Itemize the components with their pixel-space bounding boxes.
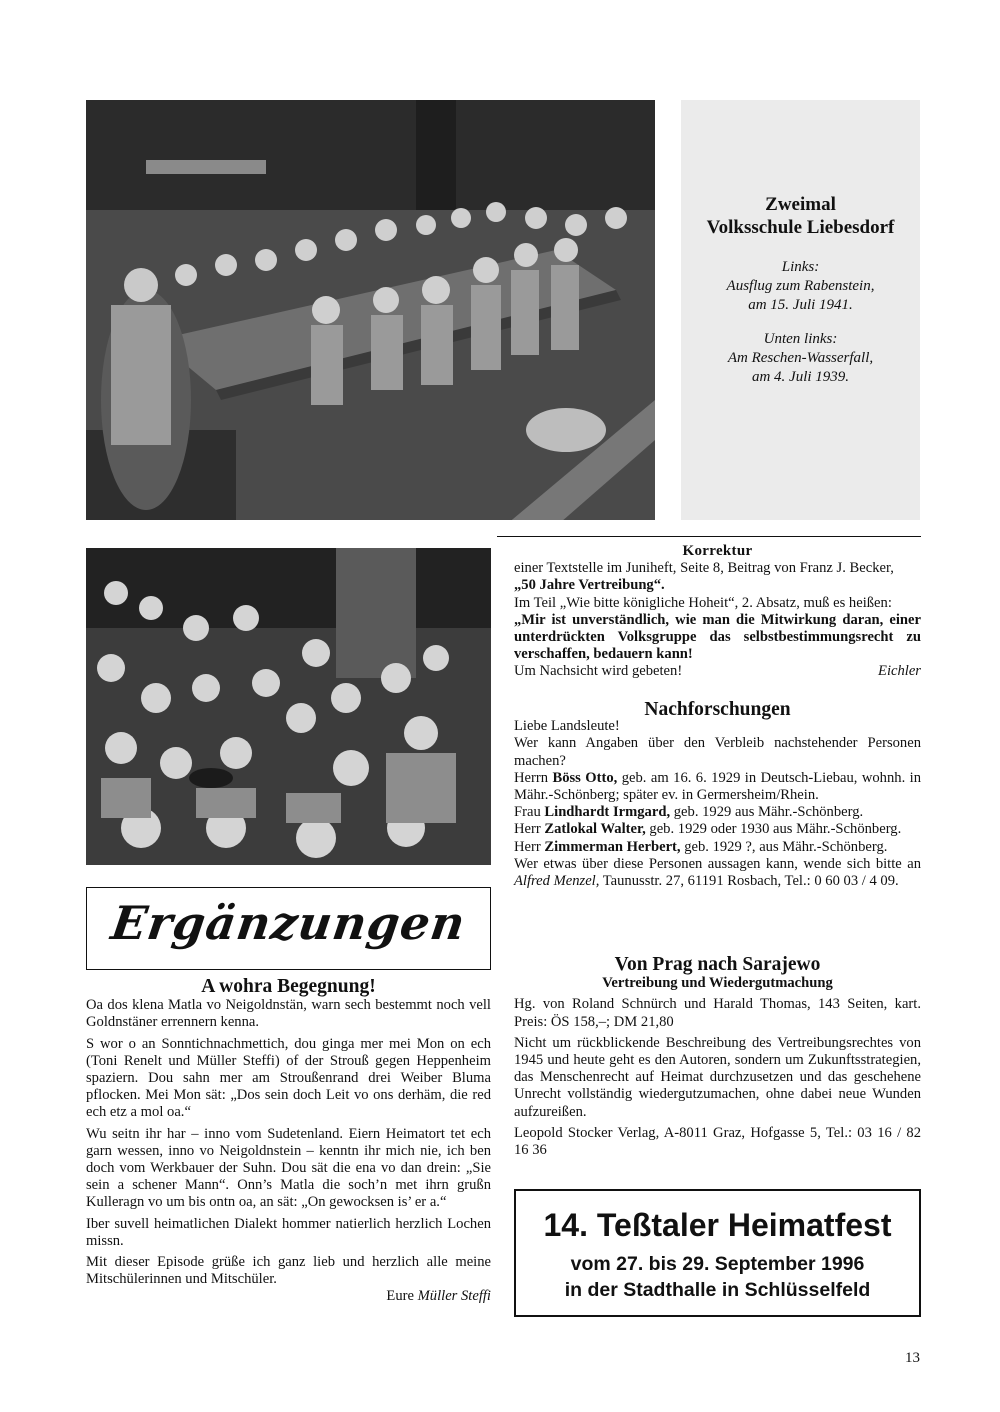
heimatfest-title: 14. Teßtaler Heimatfest — [543, 1207, 892, 1243]
begegnung-paragraph: Mit dieser Episode grüße ich ganz lieb und herzlich alle meine Mitschülerinnen und Mitschüler. — [86, 1254, 491, 1288]
korrektur-closing-row — [514, 663, 921, 680]
begegnung-heading: A wohra Begegnung! — [201, 976, 376, 997]
ergaenzungen-title: Ergänzungen — [107, 896, 470, 950]
person-entry: Herrn Böss Otto, geb. am 16. 6. 1929 in Deutsch-Liebau, wohnh. in Mähr.-Schönberg; später ev. in Germersheim/Rhein. — [514, 769, 922, 804]
nachforschungen-greeting: Liebe Landsleute! — [514, 718, 620, 735]
nachforschungen-question: Wer kann Angaben über den Verbleib nachstehender Personen machen? — [514, 735, 921, 769]
begegnung-paragraph: Iber suvell heimatlichen Dialekt hommer natierlich herzlich Lochen missn. — [86, 1215, 491, 1249]
person-entry: Frau Lindhardt Irmgard, geb. 1929 aus Mähr.-Schönberg. — [514, 804, 864, 821]
book-body: Nicht um rückblickende Beschreibung des Vertreibungsrechtes von 1945 und heute geht es den Autoren, sondern um Zukunftsstrategien, das Menschenrecht auf Heimat durchzusetzen und das geschehene Unrecht vollständig wiedergutzumachen, ohne dabei neue Wunden aufzureißen. — [514, 1034, 921, 1120]
korrektur-section — [514, 543, 921, 681]
nachforschungen-section — [514, 701, 921, 890]
book-meta: Hg. von Roland Schnürch und Harald Thomas, 143 Seiten, kart. Preis: ÖS 158,–; DM 21,80 — [514, 996, 921, 1030]
korrektur-quote: „Mir ist unverständlich, wie man die Mitwirkung daran, einer unterdrückten Volksgruppe das selbstbestimmungsrecht zu verschaffen, bedauern kann! — [514, 611, 921, 663]
begegnung-section — [86, 978, 491, 1306]
person-name: Lindhardt Irmgard, — [544, 804, 671, 821]
caption-line: Links: — [781, 259, 820, 275]
heimatfest-dates: vom 27. bis 29. September 1996 — [570, 1253, 865, 1275]
person-entry: Herr Zimmerman Herbert, geb. 1929 ?, aus Mähr.-Schönberg. — [514, 838, 888, 855]
caption-line: am 15. Juli 1941. — [748, 297, 853, 313]
book-publisher: Leopold Stocker Verlag, A-8011 Graz, Hofgasse 5, Tel.: 03 16 / 82 16 36 — [514, 1124, 921, 1159]
book-section — [514, 956, 921, 1159]
photo-school-class-rabenstein — [86, 100, 655, 520]
begegnung-paragraph: S wor o an Sonntichnachmettich, dou ginga mer mei Mon on ech (Toni Renelt und Müller Steffi) of der Strouß gegen Heppenheim spaziern. Dou sahn mer am Stroußenrand drei Weiber Bluma pflocken. Mei Mon sät: „Dos sein doch Leit vo ons derhäm, die red ech etz a mol oa.“ — [86, 1035, 491, 1121]
person-name: Zimmerman Herbert, — [544, 838, 681, 855]
ergaenzungen-banner — [86, 887, 491, 970]
caption-title: Zweimal Volksschule Liebesdorf — [706, 194, 895, 238]
korrektur-signature: Eichler — [878, 663, 921, 680]
korrektur-article-title: „50 Jahre Vertreibung“. — [514, 577, 665, 594]
contact-name: Alfred Menzel, — [514, 873, 600, 890]
person-name: Böss Otto, — [552, 769, 618, 786]
begegnung-paragraph: Wu seitn ihr har – inno vom Sudetenland. Eiern Heimatort tet ech garn wessen, inno vo Neigoldnstein – kenntn ihr mich nie, ich ben doch vom Werkbauer der Suhn. Dou sät die ena vo dan drein: „Sie sein a schener Mann“. Onn’s Matla die soch’n met ihrn grußn Kulleragn vo um bis ontn oa, an sät: „On gewocksen is’ er a.“ — [86, 1125, 491, 1211]
page-number: 13 — [905, 1350, 920, 1366]
korrektur-intro: einer Textstelle im Juniheft, Seite 8, Beitrag von Franz J. Becker, — [514, 560, 894, 577]
caption-line: Am Reschen-Wasserfall, — [727, 350, 874, 366]
begegnung-signature: Eure Müller Steffi — [386, 1288, 491, 1305]
photo-school-class-waterfall — [86, 548, 491, 865]
heimatfest-announcement — [514, 1189, 921, 1317]
caption-line: Ausflug zum Rabenstein, — [726, 278, 875, 294]
book-subheading: Vertreibung und Wiedergutmachung — [602, 975, 833, 992]
heimatfest-location: in der Stadthalle in Schlüsselfeld — [564, 1279, 871, 1301]
book-heading: Von Prag nach Sarajewo — [614, 954, 821, 975]
korrektur-part: Im Teil „Wie bitte königliche Hoheit“, 2. Absatz, muß es heißen: — [514, 594, 892, 611]
nachforschungen-contact: Wer etwas über diese Personen aussagen kann, wende sich bitte an Alfred Menzel, Taunusstr. 27, 61191 Rosbach, Tel.: 0 60 03 / 4 09. — [514, 855, 921, 890]
korrektur-closing: Um Nachsicht wird gebeten! — [514, 663, 683, 680]
person-name: Zatlokal Walter, — [544, 821, 646, 838]
begegnung-paragraph: Oa dos klena Matla vo Neigoldnstän, warn sech bestemmt noch vell Goldnstäner errennern kenna. — [86, 997, 491, 1031]
korrektur-heading: Korrektur — [682, 543, 753, 559]
nachforschungen-heading: Nachforschungen — [644, 699, 791, 720]
caption-line: am 4. Juli 1939. — [751, 369, 850, 385]
caption-line: Unten links: — [763, 331, 838, 347]
section-rule — [497, 536, 921, 537]
person-entry: Herr Zatlokal Walter, geb. 1929 oder 1930 aus Mähr.-Schönberg. — [514, 821, 902, 838]
